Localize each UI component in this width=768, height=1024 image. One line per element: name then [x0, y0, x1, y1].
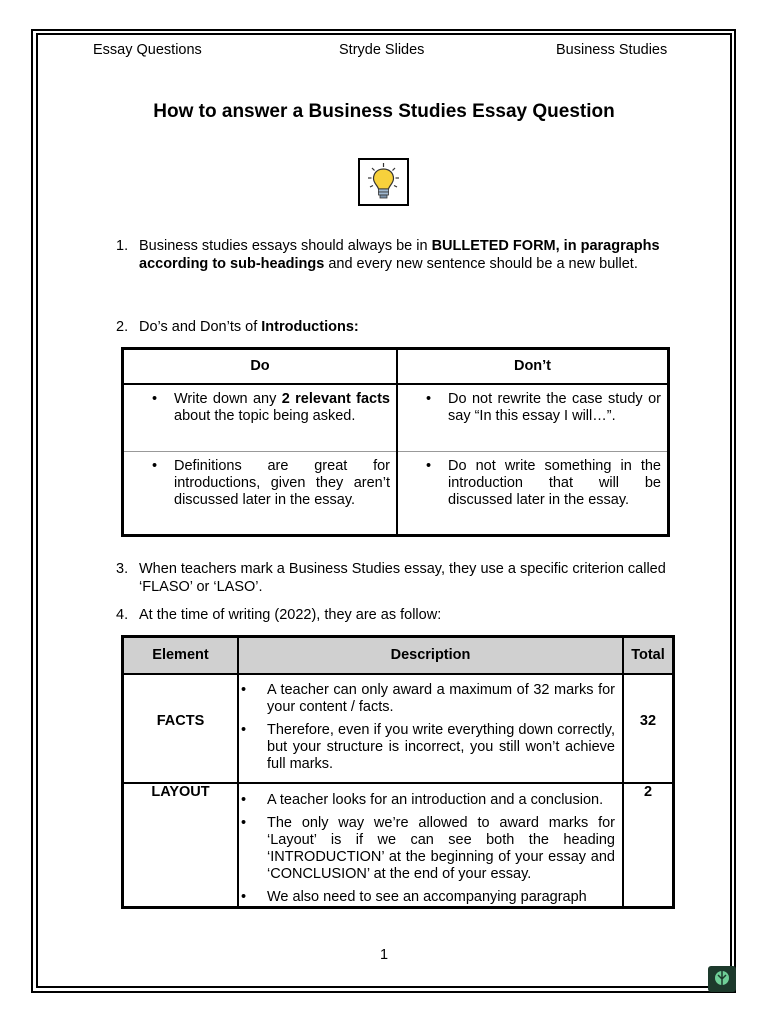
total-facts: 32: [623, 674, 674, 783]
page-title: How to answer a Business Studies Essay Question: [153, 101, 615, 122]
brand-logo-icon: [708, 966, 736, 992]
list-item-1: 1. Business studies essays should always be in BULLETED FORM, in paragraphs according to sub-headings and every new sentence should be a new bullet.: [116, 238, 660, 272]
column-header-element: Element: [123, 637, 239, 675]
list-item-4: 4. At the time of writing (2022), they are as follow:: [116, 607, 442, 623]
flaso-table: [121, 635, 675, 909]
table-row: LAYOUT • A teacher looks for an introduction and a conclusion. • The only way we’re allowed to award marks for ‘Layout’ is if we can see both the heading ‘INTRODUCTION’ at the beginning of your essay and ‘CONCLUSION’ at the end of your essay. • We also need to see an accompanying paragraph 2: [123, 783, 674, 908]
element-facts: FACTS: [123, 674, 239, 783]
list-item-3: 3. When teachers mark a Business Studies essay, they use a specific criterion called ‘FLASO’ or ‘LASO’.: [116, 561, 666, 595]
column-header-dont: Don’t: [397, 349, 669, 385]
column-header-total: Total: [623, 637, 674, 675]
page-number: 1: [379, 947, 389, 963]
table-row: • Definitions are great for introductions, given they aren’t discussed later in the essay. • Do not write something in the introduction that will be discussed later in the essay.: [123, 452, 669, 536]
introductions-table: [121, 347, 670, 537]
column-header-do: Do: [123, 349, 398, 385]
header-right: Business Studies: [556, 42, 668, 58]
header-center: Stryde Slides: [339, 42, 425, 58]
header-left: Essay Questions: [93, 42, 202, 58]
lightbulb-icon: [358, 158, 409, 206]
table-row: FACTS • A teacher can only award a maximum of 32 marks for your content / facts. • Therefore, even if you write everything down correctly, but your structure is incorrect, you still won’t achieve full marks. 32: [123, 674, 674, 783]
list-item-2: 2. Do’s and Don’ts of Introductions:: [116, 319, 359, 335]
column-header-description: Description: [238, 637, 623, 675]
total-layout: 2: [623, 783, 674, 908]
table-row: • Write down any 2 relevant facts about the topic being asked. • Do not rewrite the case study or say “In this essay I will…”.: [123, 384, 669, 452]
element-layout: LAYOUT: [123, 783, 239, 908]
